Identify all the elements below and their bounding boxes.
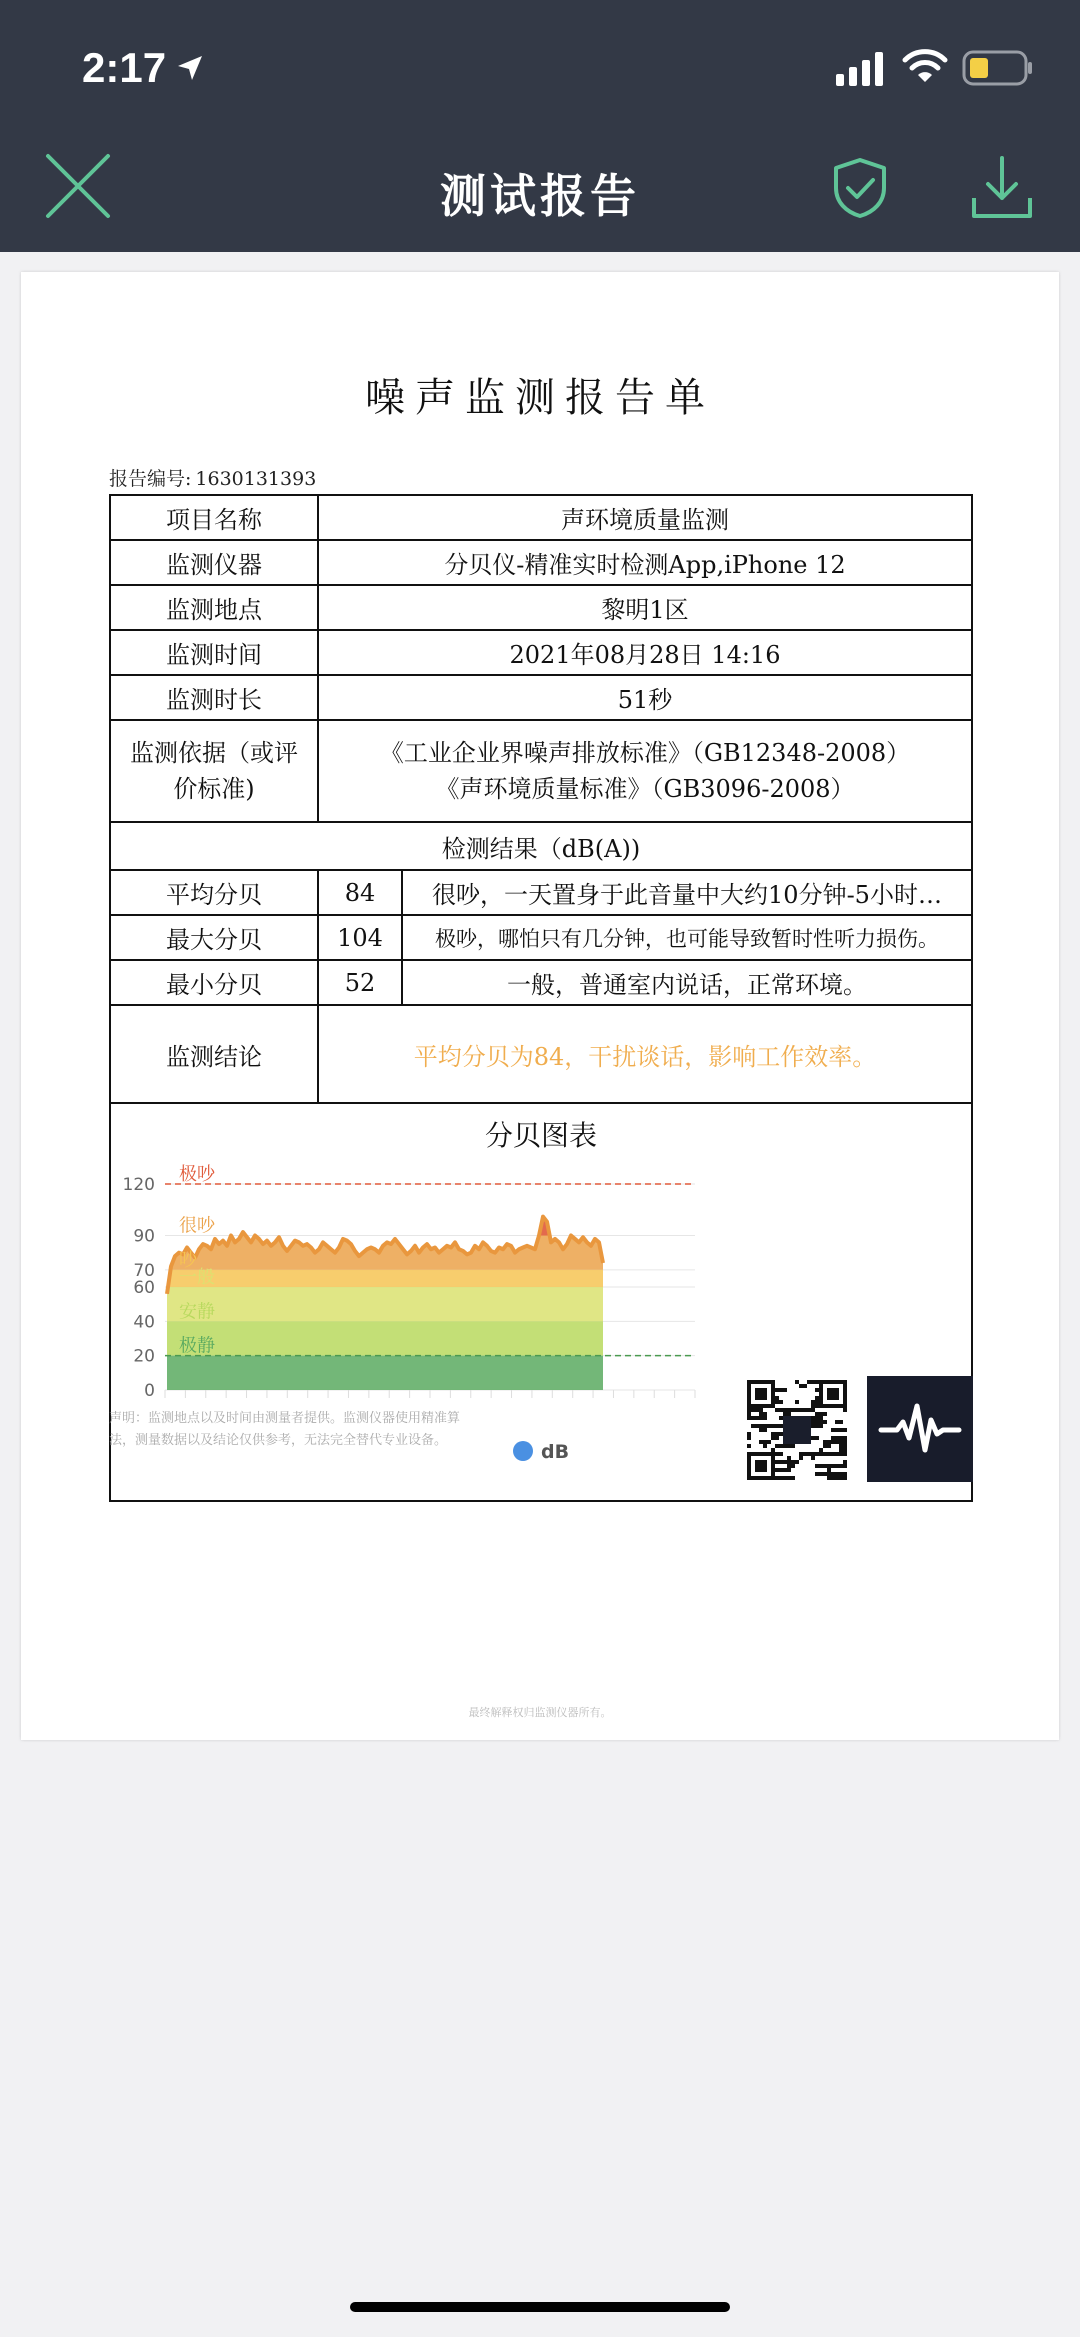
qr-finder [827,1388,839,1400]
band-area [165,1236,695,1270]
qr-module [831,1440,835,1444]
y-tick-label: 60 [133,1278,155,1298]
qr-module [763,1444,767,1448]
qr-module [787,1444,791,1448]
qr-module [799,1452,803,1456]
row-value: 黎明1区 [318,585,972,630]
qr-module [791,1464,795,1468]
qr-module [791,1460,795,1464]
band-label: 安静 [179,1301,215,1323]
shield-check-icon[interactable] [830,156,890,220]
qr-module [811,1380,815,1384]
home-indicator[interactable] [350,2302,730,2312]
qr-module [759,1428,763,1432]
row-label: 监测时间 [110,630,318,675]
qr-module [775,1436,779,1440]
row-value: 分贝仪-精准实时检测App,iPhone 12 [318,540,972,585]
qr-module [819,1416,823,1420]
qr-module [839,1472,843,1476]
qr-module [831,1452,835,1456]
band-label: 很吵 [179,1215,215,1237]
wifi-icon [902,48,948,84]
qr-module [835,1472,839,1476]
qr-module [779,1432,783,1436]
basis-label-line1: 监测依据（或评 [130,739,298,767]
band-label: 吵 [179,1249,197,1271]
result-value: 84 [318,870,402,915]
qr-module [747,1408,751,1412]
qr-module [771,1448,775,1452]
y-tick-label: 20 [133,1346,155,1367]
qr-module [775,1444,779,1448]
qr-module [819,1420,823,1424]
qr-module [843,1428,847,1432]
qr-module [779,1408,783,1412]
legend-label: dB [541,1441,570,1463]
qr-module [775,1468,779,1472]
qr-module [775,1432,779,1436]
qr-module [783,1388,787,1392]
qr-module [755,1408,759,1412]
qr-module [799,1456,803,1460]
qr-module [775,1460,779,1464]
qr-module [827,1476,831,1480]
qr-module [819,1452,823,1456]
qr-module [811,1416,815,1420]
qr-module [759,1412,763,1416]
result-label: 最大分贝 [110,915,318,960]
qr-module [819,1448,823,1452]
qr-module [767,1424,771,1428]
qr-module [795,1380,799,1384]
qr-module [775,1476,779,1480]
table-row [110,822,972,870]
qr-module [807,1452,811,1456]
basis-value-line1: 《工业企业界噪声排放标准》（GB12348-2008） [379,739,911,767]
qr-module [783,1444,787,1448]
band-label: 一般 [179,1267,215,1288]
qr-module [839,1420,843,1424]
row-label: 监测仪器 [110,540,318,585]
qr-module [799,1408,803,1412]
qr-module [759,1416,763,1420]
table-row [110,915,972,960]
qr-module [803,1452,807,1456]
cellular-signal-icon [836,52,886,86]
qr-module [811,1424,815,1428]
qr-module [831,1472,835,1476]
qr-module [835,1420,839,1424]
qr-finder [755,1388,767,1400]
qr-module [763,1428,767,1432]
qr-module [831,1464,835,1468]
qr-module [843,1460,847,1464]
qr-module [795,1408,799,1412]
qr-module [807,1408,811,1412]
qr-module [831,1428,835,1432]
qr-module [779,1460,783,1464]
qr-module [787,1468,791,1472]
qr-module [811,1420,815,1424]
result-desc: 很吵，一天置身于此音量中大约10分钟-5小时… [402,870,972,915]
qr-module [815,1400,819,1404]
qr-module [843,1444,847,1448]
row-label: 监测时长 [110,675,318,720]
qr-module [811,1436,815,1440]
qr-module [815,1416,819,1420]
qr-module [815,1412,819,1416]
qr-module [831,1436,835,1440]
report-number-value: 1630131393 [195,468,317,490]
qr-module [787,1464,791,1468]
qr-module [811,1400,815,1404]
band-area [165,1321,695,1355]
qr-module [771,1424,775,1428]
qr-module [843,1408,847,1412]
qr-module [775,1388,779,1392]
qr-module [839,1464,843,1468]
qr-module [815,1436,819,1440]
qr-module [835,1436,839,1440]
top-bar [0,0,1080,252]
band-area [165,1270,695,1287]
row-value: 2021年08月28日 14:16 [318,630,972,675]
qr-module [815,1404,819,1408]
qr-module [843,1464,847,1468]
report-number [109,464,316,491]
qr-module [839,1428,843,1432]
qr-module [763,1416,767,1420]
qr-module [779,1452,783,1456]
qr-module [811,1404,815,1408]
conclusion-value: 平均分贝为84，干扰谈话，影响工作效率。 [318,1005,972,1103]
row-value: 51秒 [318,675,972,720]
y-tick-label: 90 [133,1226,155,1247]
location-arrow-icon [176,54,204,82]
qr-module [839,1476,843,1480]
result-value: 104 [318,915,402,960]
qr-module [835,1452,839,1456]
qr-module [751,1408,755,1412]
y-tick-label: 120 [122,1175,155,1195]
qr-module [779,1416,783,1420]
qr-module [823,1452,827,1456]
qr-module [787,1412,791,1416]
qr-module [747,1416,751,1420]
qr-module [835,1440,839,1444]
qr-module [839,1444,843,1448]
qr-module [759,1424,763,1428]
row-label [110,720,318,822]
qr-module [783,1476,787,1480]
qr-module [819,1412,823,1416]
page-title: 测试报告 [440,169,640,223]
qr-module [843,1452,847,1456]
qr-module [843,1440,847,1444]
qr-module [827,1444,831,1448]
qr-module [811,1456,815,1460]
battery-icon [962,50,1034,86]
qr-module [747,1436,751,1440]
qr-module [747,1412,751,1416]
disclaimer-line2: 法，测量数据以及结论仅供参考，无法完全替代专业设备。 [109,1433,448,1448]
disclaimer [109,1408,549,1452]
qr-center-logo [783,1416,811,1444]
qr-module [795,1460,799,1464]
row-value: 声环境质量监测 [318,495,972,540]
qr-module [775,1396,779,1400]
qr-module [843,1448,847,1452]
qr-code-icon [747,1380,847,1480]
qr-module [823,1412,827,1416]
basis-value-line2: 《声环境质量标准》（GB3096-2008） [435,775,855,803]
qr-module [807,1380,811,1384]
result-label: 平均分贝 [110,870,318,915]
report-number-label: 报告编号: [109,468,192,490]
qr-module [779,1476,783,1480]
table-row [110,870,972,915]
qr-module [839,1452,843,1456]
qr-module [771,1436,775,1440]
qr-module [827,1472,831,1476]
status-time: 2:17 [82,44,167,91]
qr-module [819,1464,823,1468]
qr-module [787,1408,791,1412]
qr-module [823,1464,827,1468]
qr-module [811,1408,815,1412]
qr-module [791,1444,795,1448]
y-tick-label: 0 [144,1381,155,1401]
band-area [165,1287,695,1321]
band-label: 极吵 [179,1164,215,1185]
qr-module [783,1460,787,1464]
qr-module [815,1472,819,1476]
qr-module [835,1464,839,1468]
qr-module [823,1420,827,1424]
basis-label-line2: 价标准) [173,775,255,803]
qr-module [827,1468,831,1472]
band-area [165,1356,695,1390]
qr-module [783,1412,787,1416]
qr-module [775,1400,779,1404]
qr-module [843,1436,847,1440]
result-desc: 极吵，哪怕只有几分钟，也可能导致暂时性听力损伤。 [402,915,972,960]
table-row [110,960,972,1005]
qr-module [779,1424,783,1428]
table-row [110,720,972,822]
qr-module [815,1452,819,1456]
qr-module [771,1432,775,1436]
y-tick-label: 40 [133,1312,155,1333]
band-area [165,1184,695,1236]
qr-module [783,1408,787,1412]
qr-module [839,1448,843,1452]
qr-module [747,1444,751,1448]
qr-module [815,1424,819,1428]
row-label: 项目名称 [110,495,318,540]
download-icon[interactable] [970,154,1034,220]
qr-module [815,1396,819,1400]
report-table [109,494,973,1502]
table-row [110,495,972,540]
table-row [110,1005,972,1103]
qr-module [779,1444,783,1448]
qr-module [823,1440,827,1444]
table-row [110,630,972,675]
result-label: 最小分贝 [110,960,318,1005]
qr-module [759,1440,763,1444]
y-tick-label: 70 [133,1260,155,1281]
app-logo [867,1376,973,1482]
qr-module [803,1408,807,1412]
qr-module [751,1424,755,1428]
qr-module [779,1468,783,1472]
chart-title: 分贝图表 [484,1119,597,1152]
qr-module [815,1420,819,1424]
qr-module [779,1400,783,1404]
disclaimer-line1: 声明：监测地点以及时间由测量者提供。监测仪器使用精准算 [109,1411,461,1426]
qr-module [775,1424,779,1428]
result-desc: 一般，普通室内说话，正常环境。 [402,960,972,1005]
qr-module [763,1424,767,1428]
qr-module [775,1452,779,1456]
qr-module [823,1472,827,1476]
qr-finder [755,1460,767,1472]
qr-module [803,1384,807,1388]
table-row [110,585,972,630]
qr-module [835,1428,839,1432]
conclusion-label: 监测结论 [110,1005,318,1103]
report-title: 噪声监测报告单 [365,375,715,421]
table-row [110,675,972,720]
qr-module [819,1472,823,1476]
qr-module [787,1460,791,1464]
qr-module [799,1384,803,1388]
qr-module [755,1424,759,1428]
qr-module [791,1476,795,1480]
qr-module [827,1452,831,1456]
qr-module [763,1412,767,1416]
qr-module [831,1476,835,1480]
waveform-icon [867,1376,973,1482]
qr-module [787,1476,791,1480]
qr-module [839,1436,843,1440]
copyright-note: 最终解释权归监测仪器所有。 [468,1706,612,1719]
qr-module [763,1440,767,1444]
qr-module [795,1400,799,1404]
report-card [21,272,1059,1740]
qr-module [843,1472,847,1476]
qr-module [843,1476,847,1480]
results-header: 检测结果（dB(A)) [110,822,972,870]
row-label: 监测地点 [110,585,318,630]
row-value [318,720,972,822]
qr-module [819,1424,823,1428]
qr-module [767,1440,771,1444]
qr-module [775,1408,779,1412]
qr-module [839,1440,843,1444]
table-row [110,540,972,585]
qr-module [815,1380,819,1384]
qr-module [751,1416,755,1420]
qr-module [759,1408,763,1412]
qr-module [783,1468,787,1472]
qr-module [815,1388,819,1392]
qr-module [835,1476,839,1480]
qr-module [787,1456,791,1460]
result-value: 52 [318,960,402,1005]
qr-module [811,1452,815,1456]
qr-module [827,1440,831,1444]
qr-module [823,1444,827,1448]
band-label: 极静 [179,1335,215,1357]
qr-module [827,1464,831,1468]
qr-module [791,1408,795,1412]
qr-module [815,1464,819,1468]
qr-module [755,1416,759,1420]
qr-module [779,1388,783,1392]
qr-module [747,1432,751,1436]
